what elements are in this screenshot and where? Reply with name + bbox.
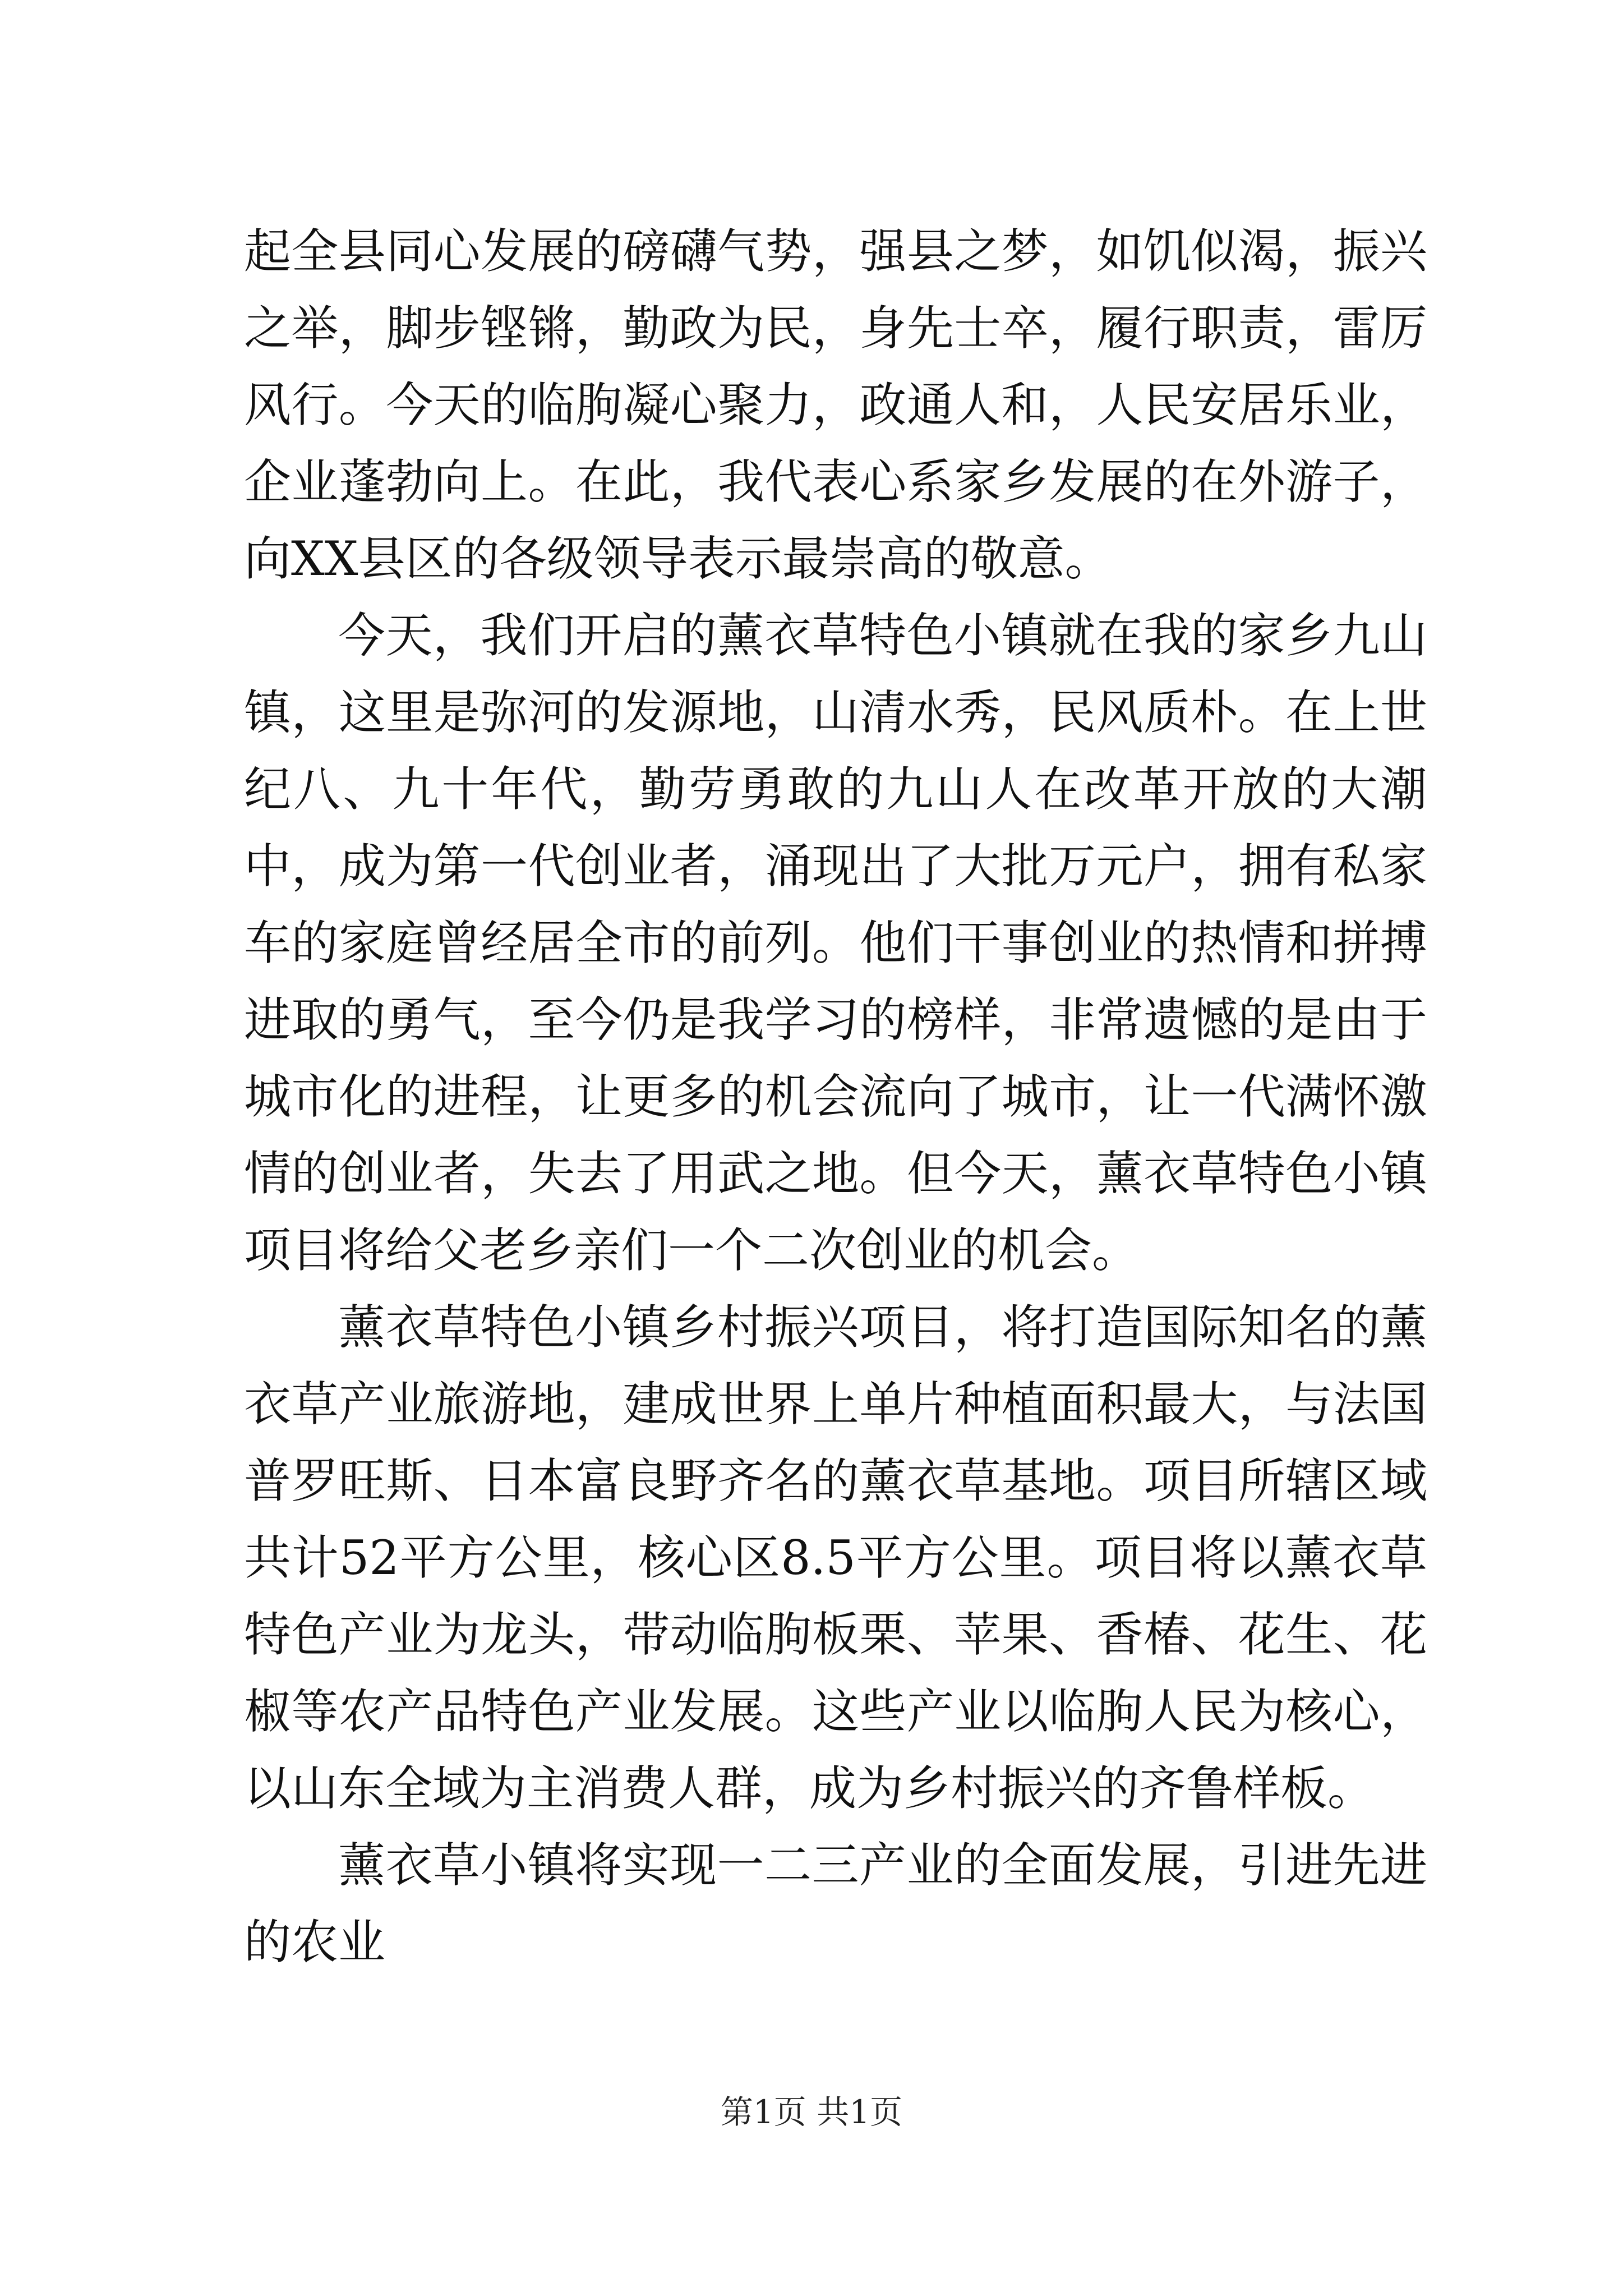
paragraph-2: 今天，我们开启的薰衣草特色小镇就在我的家乡九山镇，这里是弥河的发源地，山清水秀，民风质朴。在上世纪八、九十年代，勤劳勇敢的九山人在改革开放的大潮中，成为第一代创业者，涌现出了大批万元户，拥有私家车的家庭曾经居全市的前列。他们干事创业的热情和拼搏进取的勇气，至今仍是我学习的榜样，非常遗憾的是由于城市化的进程，让更多的机会流向了城市，让一代满怀激情的创业者，失去了用武之地。但今天，薰衣草特色小镇项目将给父老乡亲们一个二次创业的机会。: [244, 608, 1427, 1278]
paragraph-1: 起全县同心发展的磅礴气势，强县之梦，如饥似渴，振兴之举，脚步铿锵，勤政为民，身先士卒，履行职责，雷厉风行。今天的临朐凝心聚力，政通人和，人民安居乐业，企业蓬勃向上。在此，我代表心系家乡发展的在外游子，向XX县区的各级领导表示最崇高的敬意。: [244, 224, 1427, 586]
page-footer: 第1页 共1页: [720, 2093, 903, 2131]
document-body: [244, 213, 1427, 1981]
paragraph-4: 薰衣草小镇将实现一二三产业的全面发展，引进先进的农业: [244, 1838, 1427, 1970]
paragraph-3: 薰衣草特色小镇乡村振兴项目，将打造国际知名的薰衣草产业旅游地，建成世界上单片种植面积最大，与法国普罗旺斯、日本富良野齐名的薰衣草基地。项目所辖区域共计52平方公里，核心区8.5平方公里。项目将以薰衣草特色产业为龙头，带动临朐板栗、苹果、香椿、花生、花椒等农产品特色产业发展。这些产业以临朐人民为核心，以山东全域为主消费人群，成为乡村振兴的齐鲁样板。: [244, 1300, 1427, 1816]
